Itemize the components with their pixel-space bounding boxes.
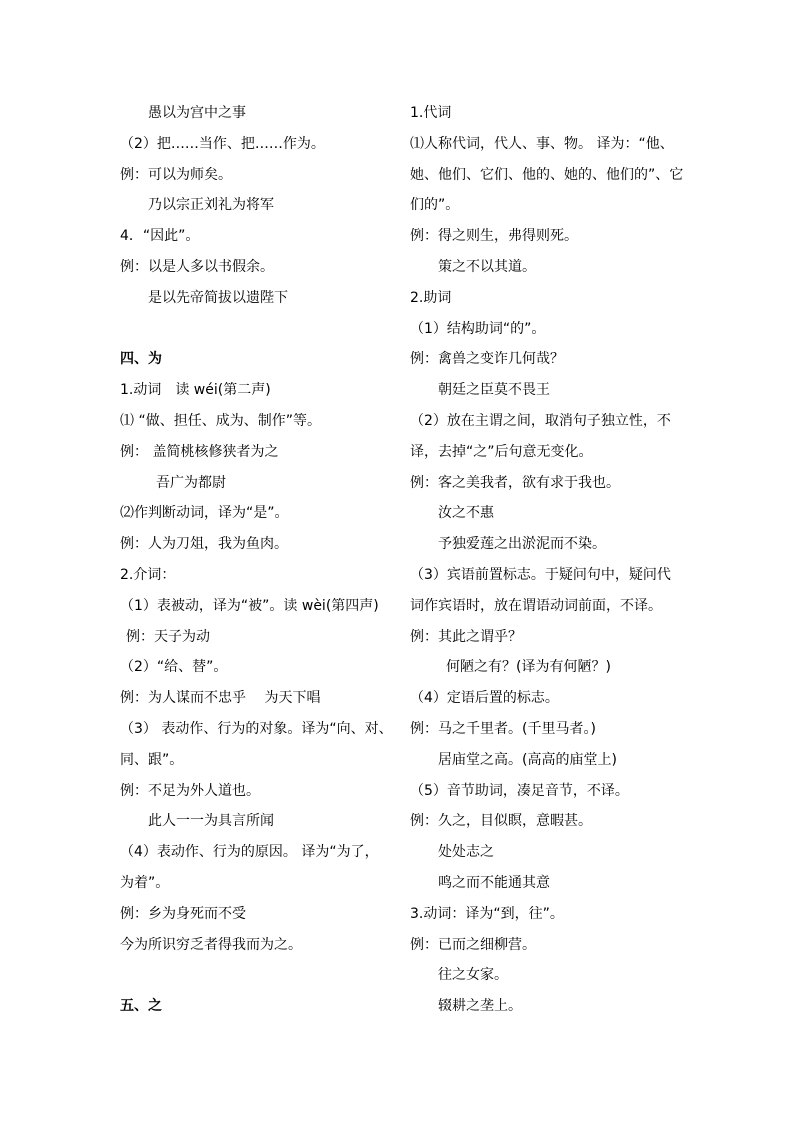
text-line: （2）放在主谓之间，取消句子独立性，不 <box>410 412 671 429</box>
text-line: 2.助词 <box>410 289 452 306</box>
text-line: 往之女家。 <box>438 967 508 984</box>
text-line: 乃以宗正刘礼为将军 <box>148 197 274 214</box>
text-line: （3） 表动作、行为的对象。译为“向、对、 <box>120 720 393 737</box>
text-line: 2.介词： <box>120 566 176 583</box>
text-line: 鸣之而不能通其意 <box>438 874 550 891</box>
text-line: 予独爱莲之出淤泥而不染。 <box>438 536 606 553</box>
text-line: ⑴人称代词，代人、事、物。 译为：“他、 <box>410 135 674 152</box>
text-line: 例：其此之谓乎？ <box>410 628 522 645</box>
text-line: （3）宾语前置标志。于疑问句中，疑问代 <box>410 566 671 583</box>
text-line: 例：禽兽之变诈几何哉？ <box>410 351 564 368</box>
text-line: 例：为人谋而不忠乎 为天下唱 <box>120 690 321 707</box>
text-line: 策之不以其道。 <box>438 258 536 275</box>
text-line: （2）“给、替”。 <box>120 659 228 676</box>
text-line: 们的”。 <box>410 197 460 214</box>
blank-line <box>120 314 392 345</box>
text-line: 辍耕之垄上。 <box>438 998 522 1015</box>
text-line: 何陋之有？(译为有何陋？) <box>446 659 611 676</box>
blank-line <box>120 960 392 991</box>
text-line: 例：得之则生，弗得则死。 <box>410 228 578 245</box>
text-line: （4）定语后置的标志。 <box>410 690 559 707</box>
section-heading: 五、之 <box>120 998 162 1015</box>
text-line: 朝廷之臣莫不畏王 <box>438 382 550 399</box>
text-line: 例：乡为身死而不受 <box>120 905 246 922</box>
text-line: 同、跟”。 <box>120 751 184 768</box>
text-line: （1）表被动，译为“被”。读 wèi(第四声) <box>120 597 379 614</box>
text-line: 例：已而之细柳营。 <box>410 936 536 953</box>
text-line: 汝之不惠 <box>438 505 494 522</box>
text-line: 她、他们、它们、他的、她的、他们的”、它 <box>410 166 684 183</box>
section-heading: 四、为 <box>120 351 162 368</box>
text-line: 3.动词：译为“到，往”。 <box>410 905 564 922</box>
text-line: 1.代词 <box>410 105 452 121</box>
text-line: 今为所识穷乏者得我而为之。 <box>120 936 302 953</box>
text-line: 为着”。 <box>120 874 170 891</box>
text-line: 译，去掉“之”后句意无变化。 <box>410 443 593 460</box>
text-line: （4）表动作、行为的原因。 译为“为了， <box>120 844 379 861</box>
text-line: （1）结构助词“的”。 <box>410 320 546 337</box>
text-line: 是以先帝简拔以遗陛下 <box>148 289 288 306</box>
text-line: 例：客之美我者，欲有求于我也。 <box>410 474 620 491</box>
text-line: 4．“因此”。 <box>120 228 200 245</box>
text-line: 此人一一为具言所闻 <box>148 813 274 830</box>
text-line: 例：以是人多以书假余。 <box>120 258 274 275</box>
text-line: ⑴ “做、担任、成为、制作”等。 <box>120 412 321 429</box>
right-column <box>410 98 682 1022</box>
text-line: 1.动词 读 wéi(第二声) <box>120 382 271 399</box>
text-line: 居庙堂之高。(高高的庙堂上) <box>438 751 617 768</box>
text-line: 例：久之，目似瞑，意暇甚。 <box>410 813 592 830</box>
text-line: 愚以为宫中之事 <box>148 105 246 121</box>
text-line: 处处志之 <box>438 844 494 861</box>
text-line: （5）音节助词，凑足音节，不译。 <box>410 782 629 799</box>
text-line: ⑵作判断动词，译为“是”。 <box>120 505 289 522</box>
text-line: 例： 盖简桃核修狭者为之 <box>120 443 279 460</box>
text-line: 例：马之千里者。(千里马者。) <box>410 720 596 737</box>
text-line: 例：不足为外人道也。 <box>120 782 260 799</box>
text-line: 例：天子为动 <box>126 628 210 645</box>
left-column <box>120 98 392 1022</box>
text-line: 例：人为刀俎，我为鱼肉。 <box>120 536 288 553</box>
text-line: 例：可以为师矣。 <box>120 166 232 183</box>
text-line: 词作宾语时，放在谓语动词前面，不译。 <box>410 597 662 614</box>
text-line: 吾广为都尉 <box>156 474 226 491</box>
text-line: （2）把……当作、把……作为。 <box>120 135 325 152</box>
